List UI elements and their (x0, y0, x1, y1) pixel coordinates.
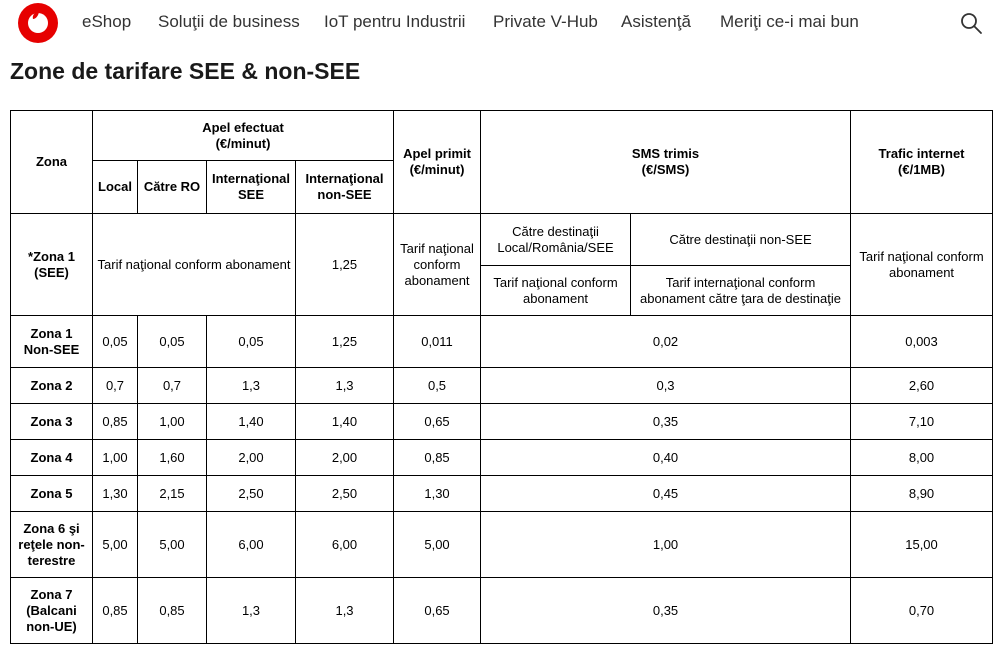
header-apel-primit-label: Apel primit (403, 146, 471, 161)
zona-cell: Zona 1 Non-SEE (11, 316, 93, 368)
zona-cell: Zona 6 şi reţele non-terestre (11, 512, 93, 578)
header-trafic (851, 111, 993, 214)
top-navigation (0, 0, 1000, 46)
international-see-cell: 2,00 (207, 440, 296, 476)
header-sms-trimis (481, 111, 851, 214)
header-international-see-line1: Internaţional (211, 171, 290, 186)
zona1-see-international-nonsee: 1,25 (296, 214, 394, 316)
apel-primit-cell: 0,65 (394, 404, 481, 440)
zona-cell: Zona 5 (11, 476, 93, 512)
catre-ro-cell: 0,05 (138, 316, 207, 368)
header-sms-label: SMS trimis (631, 146, 700, 161)
apel-primit-cell: 1,30 (394, 476, 481, 512)
trafic-cell: 8,00 (851, 440, 993, 476)
trafic-cell: 0,003 (851, 316, 993, 368)
header-apel-efectuat-label: Apel efectuat (202, 119, 284, 135)
trafic-cell: 8,90 (851, 476, 993, 512)
international-nonsee-cell: 2,00 (296, 440, 394, 476)
catre-ro-cell: 0,85 (138, 578, 207, 644)
header-international-nonsee-line1: Internaţional (305, 171, 384, 186)
international-nonsee-cell: 1,3 (296, 578, 394, 644)
local-cell: 0,7 (93, 368, 138, 404)
sms-cell: 0,35 (481, 578, 851, 644)
trafic-cell: 2,60 (851, 368, 993, 404)
trafic-cell: 0,70 (851, 578, 993, 644)
zona-cell: Zona 4 (11, 440, 93, 476)
header-local: Local (93, 161, 138, 214)
header-trafic-label: Trafic internet (878, 146, 965, 161)
sms-cell: 1,00 (481, 512, 851, 578)
sms-cell: 0,02 (481, 316, 851, 368)
international-see-cell: 1,40 (207, 404, 296, 440)
table-row (11, 316, 993, 368)
international-see-cell: 1,3 (207, 578, 296, 644)
local-cell: 0,85 (93, 578, 138, 644)
table-row (11, 368, 993, 404)
zona1-see-sms-dest-nonsee: Către destinaţii non-SEE (631, 214, 851, 266)
header-international-nonsee-line2: non-SEE (317, 187, 372, 202)
nav-item-solutii-business[interactable]: Soluţii de business (158, 12, 300, 31)
international-see-cell: 6,00 (207, 512, 296, 578)
zona-cell: Zona 7 (Balcani non-UE) (11, 578, 93, 644)
apel-primit-cell: 0,011 (394, 316, 481, 368)
trafic-cell: 7,10 (851, 404, 993, 440)
catre-ro-cell: 5,00 (138, 512, 207, 578)
trafic-cell: 15,00 (851, 512, 993, 578)
header-trafic-unit: (€/1MB) (898, 162, 945, 177)
zona-cell: Zona 2 (11, 368, 93, 404)
international-nonsee-cell: 1,3 (296, 368, 394, 404)
zona1-see-sms-nonsee-value: Tarif internaţional conform abonament către ţara de destinaţie (631, 266, 851, 316)
table-row-zona1-see-a (11, 214, 993, 266)
catre-ro-cell: 1,00 (138, 404, 207, 440)
apel-primit-cell: 5,00 (394, 512, 481, 578)
international-nonsee-cell: 1,25 (296, 316, 394, 368)
zona1-see-trafic: Tarif naţional conform abonament (851, 214, 993, 316)
table-row (11, 404, 993, 440)
international-nonsee-cell: 2,50 (296, 476, 394, 512)
table-row (11, 440, 993, 476)
header-sms-unit: (€/SMS) (641, 162, 690, 177)
local-cell: 5,00 (93, 512, 138, 578)
nav-item-eshop[interactable]: eShop (82, 12, 132, 31)
sms-cell: 0,45 (481, 476, 851, 512)
page-title: Zone de tarifare SEE & non-SEE (10, 58, 361, 84)
catre-ro-cell: 1,60 (138, 440, 207, 476)
sms-cell: 0,35 (481, 404, 851, 440)
header-international-see-line2: SEE (237, 187, 264, 202)
table-row (11, 578, 993, 644)
sms-cell: 0,3 (481, 368, 851, 404)
catre-ro-cell: 2,15 (138, 476, 207, 512)
header-zona: Zona (11, 111, 93, 214)
header-apel-primit (394, 111, 481, 214)
nav-item-iot[interactable]: IoT pentru Industrii (324, 12, 466, 31)
zona1-see-apel-efectuat: Tarif naţional conform abonament (93, 214, 296, 316)
local-cell: 1,30 (93, 476, 138, 512)
nav-item-meriti[interactable]: Meriţi ce-i mai bun (720, 12, 859, 31)
header-row-1 (11, 111, 993, 161)
zona1-see-cell (11, 214, 93, 316)
header-apel-efectuat (93, 111, 394, 161)
header-apel-primit-unit: (€/minut) (409, 162, 465, 177)
international-nonsee-cell: 1,40 (296, 404, 394, 440)
vodafone-logo-icon[interactable] (18, 3, 58, 43)
tariff-table (10, 110, 993, 644)
local-cell: 1,00 (93, 440, 138, 476)
international-see-cell: 2,50 (207, 476, 296, 512)
header-international-see (207, 161, 296, 214)
local-cell: 0,05 (93, 316, 138, 368)
zona1-see-sms-dest-local: Către destinaţii Local/România/SEE (481, 214, 631, 266)
catre-ro-cell: 0,7 (138, 368, 207, 404)
zona1-see-label-line1: *Zona 1 (28, 248, 75, 264)
apel-primit-cell: 0,85 (394, 440, 481, 476)
zona1-see-label-line2: (SEE) (34, 264, 69, 280)
apel-primit-cell: 0,65 (394, 578, 481, 644)
header-international-nonsee (296, 161, 394, 214)
international-see-cell: 1,3 (207, 368, 296, 404)
zona1-see-sms-local-value: Tarif naţional conform abonament (481, 266, 631, 316)
zona1-see-apel-primit: Tarif naţional conform abonament (394, 214, 481, 316)
sms-cell: 0,40 (481, 440, 851, 476)
header-apel-efectuat-unit: (€/minut) (215, 135, 271, 151)
nav-item-asistenta[interactable]: Asistenţă (621, 12, 691, 31)
international-nonsee-cell: 6,00 (296, 512, 394, 578)
local-cell: 0,85 (93, 404, 138, 440)
nav-item-private-v-hub[interactable]: Private V-Hub (493, 12, 598, 31)
table-row (11, 476, 993, 512)
international-see-cell: 0,05 (207, 316, 296, 368)
apel-primit-cell: 0,5 (394, 368, 481, 404)
zona-cell: Zona 3 (11, 404, 93, 440)
header-catre-ro: Către RO (138, 161, 207, 214)
table-row (11, 512, 993, 578)
search-icon[interactable] (959, 11, 983, 35)
